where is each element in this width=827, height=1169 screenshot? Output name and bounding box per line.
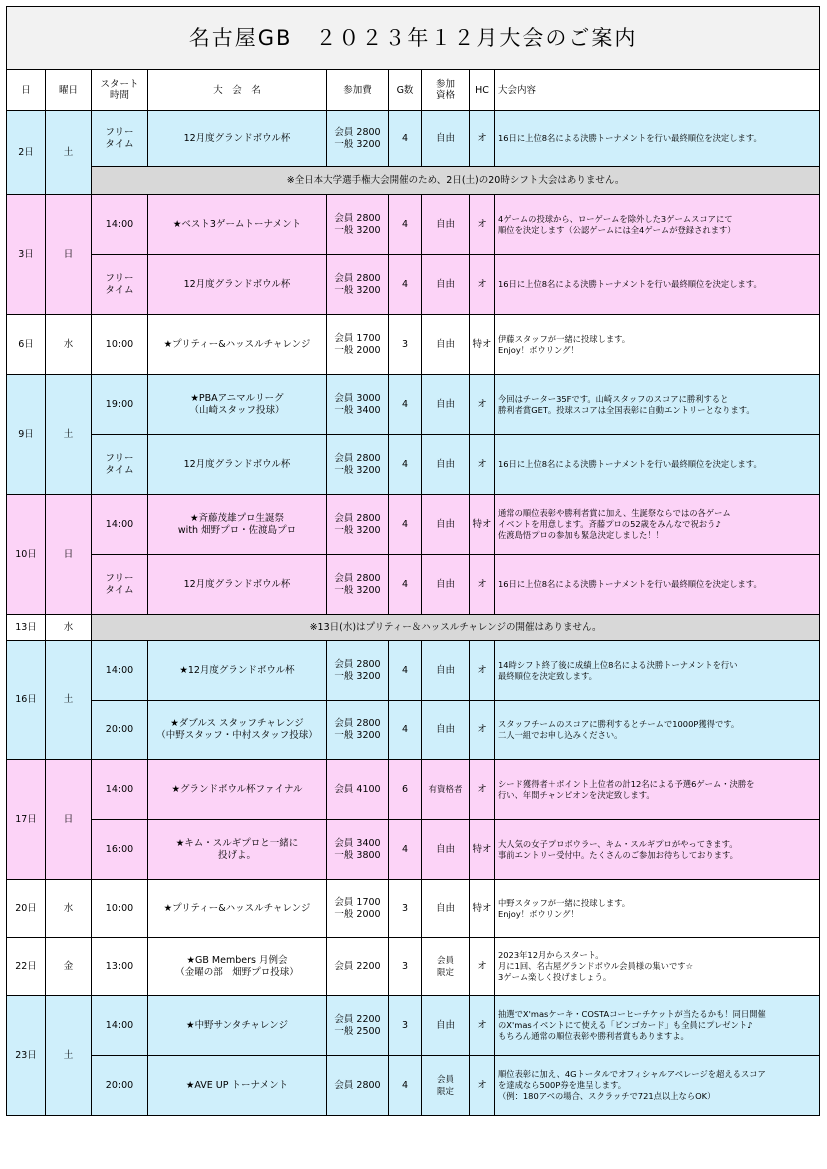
start-time-cell: 14:00 (92, 996, 148, 1056)
weekday-cell: 土 (46, 641, 92, 760)
header-fee: 参加費 (327, 70, 389, 111)
games-cell: 4 (389, 495, 422, 555)
weekday-cell: 水 (46, 315, 92, 375)
notice-banner: ※13日(水)はプリティー＆ハッスルチャレンジの開催はありません。 (92, 615, 820, 641)
qualification-cell: 自由 (422, 495, 470, 555)
event-name-cell: ★中野サンタチャレンジ (148, 996, 327, 1056)
games-cell: 4 (389, 701, 422, 760)
games-cell: 4 (389, 111, 422, 167)
start-time-cell: フリー タイム (92, 111, 148, 167)
qualification-cell: 自由 (422, 880, 470, 938)
qualification-cell: 自由 (422, 315, 470, 375)
qualification-cell: 会員 限定 (422, 1056, 470, 1116)
fee-cell: 会員 1700 一般 2000 (327, 880, 389, 938)
description-cell: 伊藤スタッフが一緒に投球します。 Enjoy！ボウリング！ (495, 315, 820, 375)
start-time-cell: 20:00 (92, 701, 148, 760)
games-cell: 4 (389, 255, 422, 315)
header-start-time: スタート 時間 (92, 70, 148, 111)
event-name-cell: ★ベスト3ゲームトーナメント (148, 195, 327, 255)
hc-cell: 特オ (470, 495, 495, 555)
start-time-cell: 14:00 (92, 495, 148, 555)
hc-cell: オ (470, 255, 495, 315)
event-row (7, 495, 820, 555)
day-cell: 16日 (7, 641, 46, 760)
fee-cell: 会員 2800 一般 3200 (327, 255, 389, 315)
games-cell: 4 (389, 555, 422, 615)
event-name-cell: 12月度グランドボウル杯 (148, 555, 327, 615)
event-name-cell: ★AVE UP トーナメント (148, 1056, 327, 1116)
hc-cell: オ (470, 641, 495, 701)
qualification-cell: 自由 (422, 195, 470, 255)
day-cell: 10日 (7, 495, 46, 615)
start-time-cell: フリー タイム (92, 435, 148, 495)
description-cell: 大人気の女子プロボウラー、キム・スルギプロがやってきます。 事前エントリー受付中。たくさんのご参加お待ちしております。 (495, 820, 820, 880)
qualification-cell: 自由 (422, 641, 470, 701)
start-time-cell: 16:00 (92, 820, 148, 880)
start-time-cell: フリー タイム (92, 555, 148, 615)
description-cell: 16日に上位8名による決勝トーナメントを行い最終順位を決定します。 (495, 111, 820, 167)
start-time-cell: 14:00 (92, 195, 148, 255)
fee-cell: 会員 3400 一般 3800 (327, 820, 389, 880)
hc-cell: オ (470, 111, 495, 167)
qualification-cell: 自由 (422, 375, 470, 435)
games-cell: 4 (389, 820, 422, 880)
qualification-cell: 自由 (422, 820, 470, 880)
games-cell: 3 (389, 996, 422, 1056)
description-cell: 16日に上位8名による決勝トーナメントを行い最終順位を決定します。 (495, 435, 820, 495)
event-name-cell: ★プリティー&ハッスルチャレンジ (148, 315, 327, 375)
games-cell: 4 (389, 1056, 422, 1116)
day-cell: 2日 (7, 111, 46, 195)
header-description: 大会内容 (495, 70, 820, 111)
header-hc: HC (470, 70, 495, 111)
weekday-cell: 水 (46, 880, 92, 938)
start-time-cell: 10:00 (92, 880, 148, 938)
schedule-body (7, 7, 820, 1116)
hc-cell: オ (470, 701, 495, 760)
qualification-cell: 自由 (422, 996, 470, 1056)
day-cell: 6日 (7, 315, 46, 375)
page-title: 名古屋GB ２０２３年１２月大会のご案内 (7, 7, 820, 70)
event-name-cell: ★PBAアニマルリーグ （山崎スタッフ投球） (148, 375, 327, 435)
header-games: G数 (389, 70, 422, 111)
schedule-sheet (6, 6, 819, 1116)
description-cell: 4ゲームの投球から、ローゲームを除外した3ゲームスコアにて 順位を決定します（公認ゲームには全4ゲームが登録されます） (495, 195, 820, 255)
header-day: 日 (7, 70, 46, 111)
start-time-cell: 13:00 (92, 938, 148, 996)
description-cell: 通常の順位表彰や勝利者賞に加え、生誕祭ならではの各ゲーム イベントを用意します。斉藤プロの52歳をみんなで祝おう♪ 佐渡島悟プロの参加も緊急決定しました！！ (495, 495, 820, 555)
fee-cell: 会員 4100 (327, 760, 389, 820)
hc-cell: 特オ (470, 315, 495, 375)
qualification-cell: 有資格者 (422, 760, 470, 820)
hc-cell: 特オ (470, 820, 495, 880)
fee-cell: 会員 2200 (327, 938, 389, 996)
event-row (7, 938, 820, 996)
qualification-cell: 自由 (422, 435, 470, 495)
day-cell: 20日 (7, 880, 46, 938)
hc-cell: オ (470, 375, 495, 435)
description-cell: 今回はチーター35Fです。山崎スタッフのスコアに勝利すると 勝利者賞GET。投球スコアは全国表彰に自動エントリーとなります。 (495, 375, 820, 435)
event-name-cell: ★GB Members 月例会 （金曜の部 畑野プロ投球） (148, 938, 327, 996)
games-cell: 6 (389, 760, 422, 820)
notice-banner: ※全日本大学選手権大会開催のため、2日(土)の20時シフト大会はありません。 (92, 167, 820, 195)
weekday-cell: 土 (46, 111, 92, 195)
day-cell: 23日 (7, 996, 46, 1116)
qualification-cell: 自由 (422, 555, 470, 615)
event-name-cell: 12月度グランドボウル杯 (148, 111, 327, 167)
start-time-cell: フリー タイム (92, 255, 148, 315)
start-time-cell: 19:00 (92, 375, 148, 435)
hc-cell: 特オ (470, 880, 495, 938)
description-cell: 順位表彰に加え、4Gトータルでオフィシャルアベレージを超えるスコア を達成なら500P券を進呈します。 （例：180アベの場合、スクラッチで721点以上ならOK） (495, 1056, 820, 1116)
hc-cell: オ (470, 1056, 495, 1116)
day-cell: 9日 (7, 375, 46, 495)
notice-row (7, 167, 820, 195)
description-cell: 抽選でX'masケーキ・COSTAコーヒーチケットが当たるかも！同日開催 のX'masイベントにて使える「ビンゴカード」も全員にプレゼント♪ もちろん通常の順位表彰や勝利者賞もありますよ。 (495, 996, 820, 1056)
hc-cell: オ (470, 435, 495, 495)
event-row (7, 375, 820, 435)
fee-cell: 会員 1700 一般 2000 (327, 315, 389, 375)
start-time-cell: 14:00 (92, 641, 148, 701)
start-time-cell: 20:00 (92, 1056, 148, 1116)
day-cell: 17日 (7, 760, 46, 880)
event-row (7, 1056, 820, 1116)
weekday-cell: 日 (46, 495, 92, 615)
header-event-name: 大 会 名 (148, 70, 327, 111)
weekday-cell: 土 (46, 375, 92, 495)
games-cell: 4 (389, 375, 422, 435)
hc-cell: オ (470, 555, 495, 615)
event-name-cell: ★斉藤茂雄プロ生誕祭 with 畑野プロ・佐渡島プロ (148, 495, 327, 555)
qualification-cell: 会員 限定 (422, 938, 470, 996)
event-row (7, 641, 820, 701)
event-row (7, 435, 820, 495)
event-row (7, 996, 820, 1056)
weekday-cell: 日 (46, 195, 92, 315)
games-cell: 3 (389, 938, 422, 996)
day-cell: 22日 (7, 938, 46, 996)
games-cell: 4 (389, 195, 422, 255)
event-name-cell: ★プリティー&ハッスルチャレンジ (148, 880, 327, 938)
day-cell: 3日 (7, 195, 46, 315)
start-time-cell: 10:00 (92, 315, 148, 375)
description-cell: 16日に上位8名による決勝トーナメントを行い最終順位を決定します。 (495, 255, 820, 315)
event-row (7, 195, 820, 255)
header-row (7, 70, 820, 111)
fee-cell: 会員 2800 一般 3200 (327, 195, 389, 255)
fee-cell: 会員 2800 一般 3200 (327, 495, 389, 555)
games-cell: 4 (389, 641, 422, 701)
schedule-table (6, 6, 820, 1116)
day-cell: 13日 (7, 615, 46, 641)
header-weekday: 曜日 (46, 70, 92, 111)
event-name-cell: ★キム・スルギプロと一緒に 投げよ。 (148, 820, 327, 880)
event-name-cell: 12月度グランドボウル杯 (148, 435, 327, 495)
event-row (7, 760, 820, 820)
hc-cell: オ (470, 195, 495, 255)
description-cell: 14時シフト終了後に成績上位8名による決勝トーナメントを行い 最終順位を決定致します。 (495, 641, 820, 701)
event-row (7, 255, 820, 315)
event-row (7, 820, 820, 880)
fee-cell: 会員 3000 一般 3400 (327, 375, 389, 435)
event-row (7, 615, 820, 641)
fee-cell: 会員 2800 一般 3200 (327, 641, 389, 701)
fee-cell: 会員 2800 (327, 1056, 389, 1116)
event-name-cell: ★12月度グランドボウル杯 (148, 641, 327, 701)
weekday-cell: 水 (46, 615, 92, 641)
weekday-cell: 日 (46, 760, 92, 880)
event-row (7, 315, 820, 375)
fee-cell: 会員 2200 一般 2500 (327, 996, 389, 1056)
event-name-cell: 12月度グランドボウル杯 (148, 255, 327, 315)
hc-cell: オ (470, 938, 495, 996)
hc-cell: オ (470, 996, 495, 1056)
weekday-cell: 土 (46, 996, 92, 1116)
fee-cell: 会員 2800 一般 3200 (327, 701, 389, 760)
event-row (7, 555, 820, 615)
event-row (7, 880, 820, 938)
event-row (7, 701, 820, 760)
fee-cell: 会員 2800 一般 3200 (327, 435, 389, 495)
description-cell: スタッフチームのスコアに勝利するとチームで1000P獲得です。 二人一組でお申し込みください。 (495, 701, 820, 760)
weekday-cell: 金 (46, 938, 92, 996)
games-cell: 4 (389, 435, 422, 495)
event-name-cell: ★ダブルス スタッフチャレンジ （中野スタッフ・中村スタッフ投球） (148, 701, 327, 760)
fee-cell: 会員 2800 一般 3200 (327, 555, 389, 615)
title-row (7, 7, 820, 70)
description-cell: 2023年12月からスタート。 月に1回、名古屋グランドボウル会員様の集いです☆ 3ゲーム楽しく投げましょう。 (495, 938, 820, 996)
qualification-cell: 自由 (422, 255, 470, 315)
event-name-cell: ★グランドボウル杯ファイナル (148, 760, 327, 820)
start-time-cell: 14:00 (92, 760, 148, 820)
qualification-cell: 自由 (422, 111, 470, 167)
description-cell: 中野スタッフが一緒に投球します。 Enjoy！ボウリング！ (495, 880, 820, 938)
header-qualification: 参加 資格 (422, 70, 470, 111)
games-cell: 3 (389, 315, 422, 375)
qualification-cell: 自由 (422, 701, 470, 760)
games-cell: 3 (389, 880, 422, 938)
fee-cell: 会員 2800 一般 3200 (327, 111, 389, 167)
description-cell: シード獲得者＋ポイント上位者の計12名による予選6ゲーム・決勝を 行い、年間チャンピオンを決定致します。 (495, 760, 820, 820)
hc-cell: オ (470, 760, 495, 820)
event-row (7, 111, 820, 167)
description-cell: 16日に上位8名による決勝トーナメントを行い最終順位を決定します。 (495, 555, 820, 615)
